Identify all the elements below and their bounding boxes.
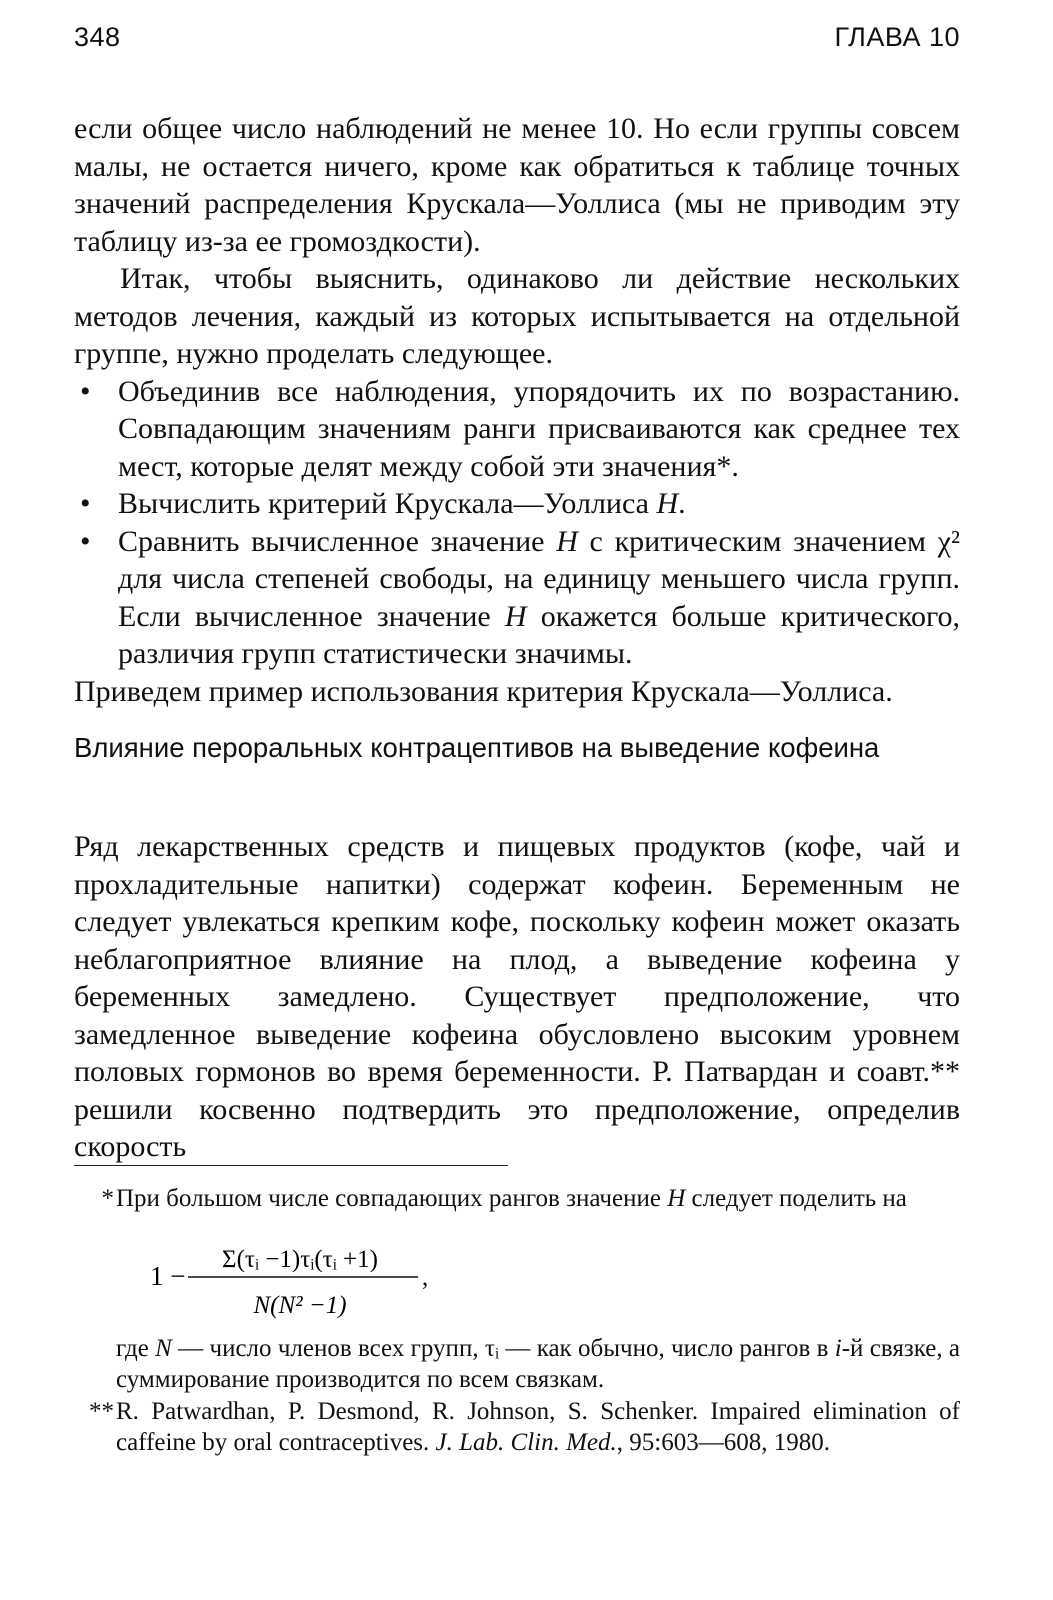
paragraph-caffeine: Ряд лекарственных средств и пищевых продуктов (кофе, чай и прохладительные напитки) содержат кофеин. Беременным не следует увлекаться крепким кофе, поскольку кофеин может оказать неблагоприятное влияние на плод, а выведение кофеина у беременных замедлено. Существует предположение, что замедленное выведение кофеина обусловлено высоким уровнем половых гормонов во время беременности. Р. Патвардан и соавт.** решили косвенно подтвердить это предположение, определив скорость — [74, 830, 960, 1163]
procedure-list — [74, 373, 960, 673]
list-item-text: . — [678, 487, 686, 520]
footnote-text: — как обычно, число рангов в — [499, 1334, 835, 1362]
paragraph-example-intro: Приведем пример использования критерия Крускала—Уоллиса. — [74, 674, 893, 708]
formula-denominator: N(N² −1) — [253, 1291, 347, 1319]
paragraph-procedure-intro: Итак, чтобы выяснить, одинаково ли действие нескольких методов лечения, каждый из которых испытывается на отдельной группе, нужно проделать следующее. — [74, 262, 960, 370]
variable-h: H — [656, 487, 679, 520]
bullet-icon: • — [80, 524, 91, 558]
paragraph-continuation: если общее число наблюдений не менее 10. Но если группы совсем малы, не остается ничего, кроме как обратиться к таблице точных значений распределения Крускала—Уоллиса (мы не приводим эту таблицу из-за ее громоздкости). — [74, 112, 960, 258]
section-heading: Влияние пероральных контрацептивов на выведение кофеина — [74, 732, 880, 763]
footnote-1 — [74, 1183, 960, 1396]
formula-one-minus: 1 − — [150, 1260, 186, 1291]
bullet-icon: • — [80, 487, 91, 520]
footnote-mark: ** — [89, 1397, 114, 1425]
variable-h: H — [504, 599, 527, 633]
footnote-citation: , 95:603—608, 1980. — [616, 1429, 830, 1456]
footnote-text: -й связке, а суммирование производится по всем связкам. — [116, 1334, 960, 1393]
footnote-text: следует поделить на — [685, 1185, 907, 1212]
main-text — [74, 110, 960, 710]
list-item-text: Вычислить критерий Крускала—Уоллиса — [118, 487, 657, 520]
correction-formula — [116, 1215, 960, 1333]
footnote-citation: R. Patwardhan, P. Desmond, R. Johnson, S. Schenker. Impaired elimination of caffeine by oral contraceptives. — [116, 1397, 960, 1456]
footnote-text: где — [116, 1334, 156, 1362]
list-item-text: для числа степеней свободы, на единицу меньшего числа групп. Если вычисленное значение — [118, 562, 960, 633]
list-item — [74, 485, 960, 523]
variable-h: H — [667, 1185, 686, 1212]
list-item-text: окажется больше критического, различия групп статистически значимы. — [118, 599, 960, 670]
page-number: 348 — [74, 22, 121, 52]
variable-n: N — [155, 1334, 172, 1362]
list-item-text: с критическим значением — [577, 524, 938, 558]
footnote-continuation — [116, 1333, 960, 1396]
bullet-icon: • — [80, 374, 91, 408]
variable-i: i — [834, 1334, 842, 1362]
footnote-divider — [74, 1165, 508, 1166]
formula-numerator: Σ(τᵢ −1)τᵢ(τᵢ +1) — [222, 1245, 378, 1273]
list-item — [74, 373, 960, 486]
tau-symbol: τᵢ — [484, 1334, 500, 1362]
footnotes — [74, 1183, 960, 1459]
variable-h: H — [556, 524, 578, 558]
list-item-text: Сравнить вычисленное значение — [118, 524, 557, 558]
footnote-text: При большом числе совпадающих рангов значение — [116, 1185, 668, 1212]
chi-squared-symbol: χ² — [937, 524, 960, 558]
formula-graphic — [150, 1215, 470, 1333]
footnote-mark: * — [101, 1185, 114, 1212]
page-header — [74, 22, 960, 62]
section-text — [74, 828, 960, 1166]
footnote-2 — [74, 1396, 960, 1459]
journal-title: J. Lab. Clin. Med. — [435, 1429, 617, 1456]
formula-comma: , — [422, 1263, 429, 1291]
list-item — [74, 523, 960, 673]
list-item-text: Объединив все наблюдения, упорядочить их по возрастанию. Совпадающим значениям ранги присваиваются как среднее тех мест, которые делят между собой эти значения*. — [118, 374, 960, 483]
footnote-text: — число членов всех групп, — [171, 1334, 485, 1362]
running-head: ГЛАВА 10 — [834, 22, 960, 52]
